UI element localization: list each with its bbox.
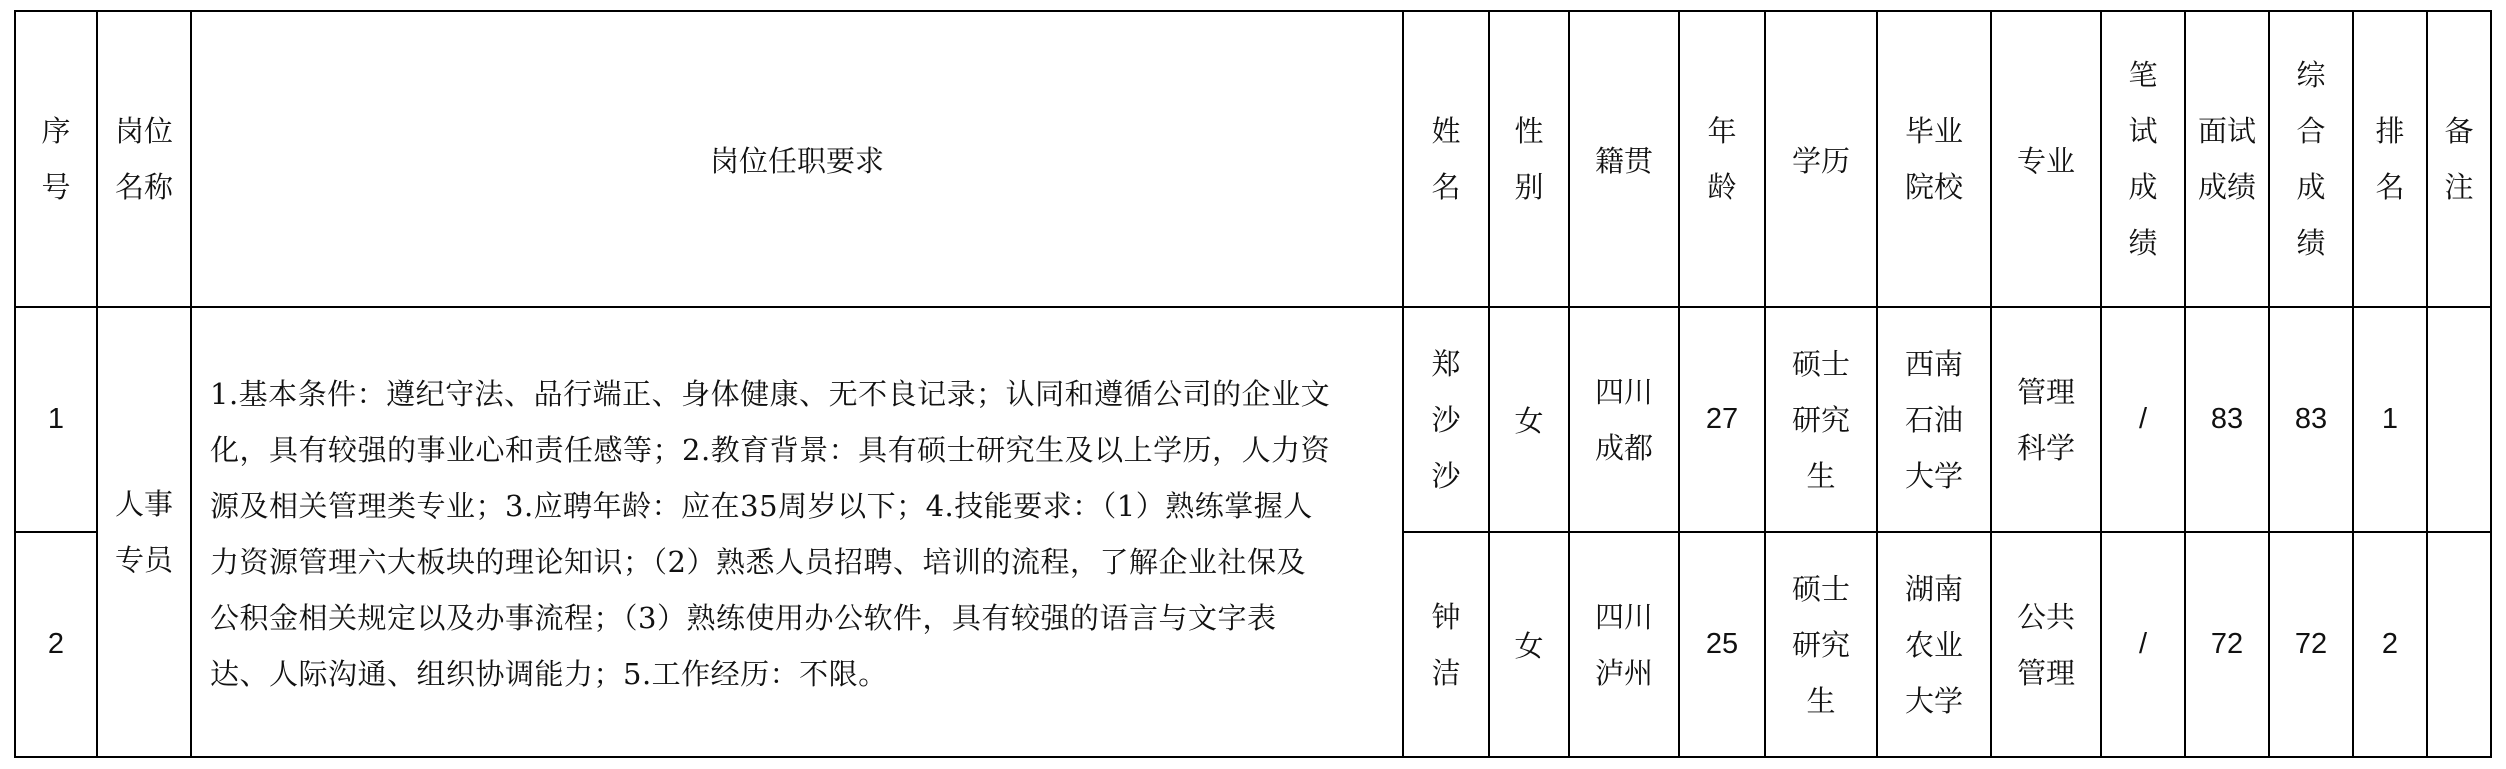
cell-rank: 2 bbox=[2353, 532, 2427, 757]
cell-total-score: 72 bbox=[2269, 532, 2353, 757]
cell-gender: 女 bbox=[1489, 307, 1569, 532]
table-container bbox=[14, 10, 2492, 758]
cell-interview-score: 83 bbox=[2185, 307, 2269, 532]
header-major: 专业 bbox=[1991, 11, 2101, 307]
header-school: 毕业 院校 bbox=[1877, 11, 1991, 307]
cell-seq: 2 bbox=[15, 532, 97, 757]
cell-school: 西南 石油 大学 bbox=[1877, 307, 1991, 532]
cell-age: 25 bbox=[1679, 532, 1765, 757]
requirements-line: 化，具有较强的事业心和责任感等；2.教育背景：具有硕士研究生及以上学历，人力资 bbox=[210, 433, 1331, 467]
header-seq: 序 号 bbox=[15, 11, 97, 307]
header-rank: 排 名 bbox=[2353, 11, 2427, 307]
cell-education: 硕士 研究 生 bbox=[1765, 307, 1877, 532]
recruitment-results-table bbox=[14, 10, 2492, 758]
cell-name: 郑 沙 沙 bbox=[1403, 307, 1489, 532]
cell-education: 硕士 研究 生 bbox=[1765, 532, 1877, 757]
cell-remark bbox=[2427, 532, 2491, 757]
header-written-score: 笔 试 成 绩 bbox=[2101, 11, 2185, 307]
requirements-line: 达、人际沟通、组织协调能力；5.工作经历：不限。 bbox=[210, 657, 888, 691]
table-header-row bbox=[15, 11, 2491, 307]
requirements-line: 力资源管理六大板块的理论知识；（2）熟悉人员招聘、培训的流程，了解企业社保及 bbox=[210, 545, 1306, 579]
cell-written-score: / bbox=[2101, 307, 2185, 532]
header-hometown: 籍贯 bbox=[1569, 11, 1679, 307]
cell-interview-score: 72 bbox=[2185, 532, 2269, 757]
cell-requirements bbox=[191, 307, 1403, 757]
header-total-score: 综 合 成 绩 bbox=[2269, 11, 2353, 307]
cell-name: 钟 洁 bbox=[1403, 532, 1489, 757]
cell-school: 湖南 农业 大学 bbox=[1877, 532, 1991, 757]
header-position: 岗位 名称 bbox=[97, 11, 191, 307]
cell-total-score: 83 bbox=[2269, 307, 2353, 532]
cell-seq: 1 bbox=[15, 307, 97, 532]
header-gender: 性 别 bbox=[1489, 11, 1569, 307]
cell-hometown: 四川 泸州 bbox=[1569, 532, 1679, 757]
cell-hometown: 四川 成都 bbox=[1569, 307, 1679, 532]
cell-age: 27 bbox=[1679, 307, 1765, 532]
requirements-line: 公积金相关规定以及办事流程；（3）熟练使用办公软件，具有较强的语言与文字表 bbox=[210, 601, 1277, 635]
header-requirements: 岗位任职要求 bbox=[191, 11, 1403, 307]
cell-gender: 女 bbox=[1489, 532, 1569, 757]
requirements-line: 源及相关管理类专业；3.应聘年龄：应在35周岁以下；4.技能要求：（1）熟练掌握人 bbox=[210, 489, 1313, 523]
header-education: 学历 bbox=[1765, 11, 1877, 307]
cell-written-score: / bbox=[2101, 532, 2185, 757]
cell-major: 管理 科学 bbox=[1991, 307, 2101, 532]
cell-major: 公共 管理 bbox=[1991, 532, 2101, 757]
requirements-line: 1.基本条件：遵纪守法、品行端正、身体健康、无不良记录；认同和遵循公司的企业文 bbox=[210, 377, 1331, 411]
header-remark: 备 注 bbox=[2427, 11, 2491, 307]
header-name: 姓 名 bbox=[1403, 11, 1489, 307]
cell-remark bbox=[2427, 307, 2491, 532]
cell-position: 人事 专员 bbox=[97, 307, 191, 757]
cell-rank: 1 bbox=[2353, 307, 2427, 532]
header-interview-score: 面试 成绩 bbox=[2185, 11, 2269, 307]
header-age: 年 龄 bbox=[1679, 11, 1765, 307]
table-row bbox=[15, 307, 2491, 532]
